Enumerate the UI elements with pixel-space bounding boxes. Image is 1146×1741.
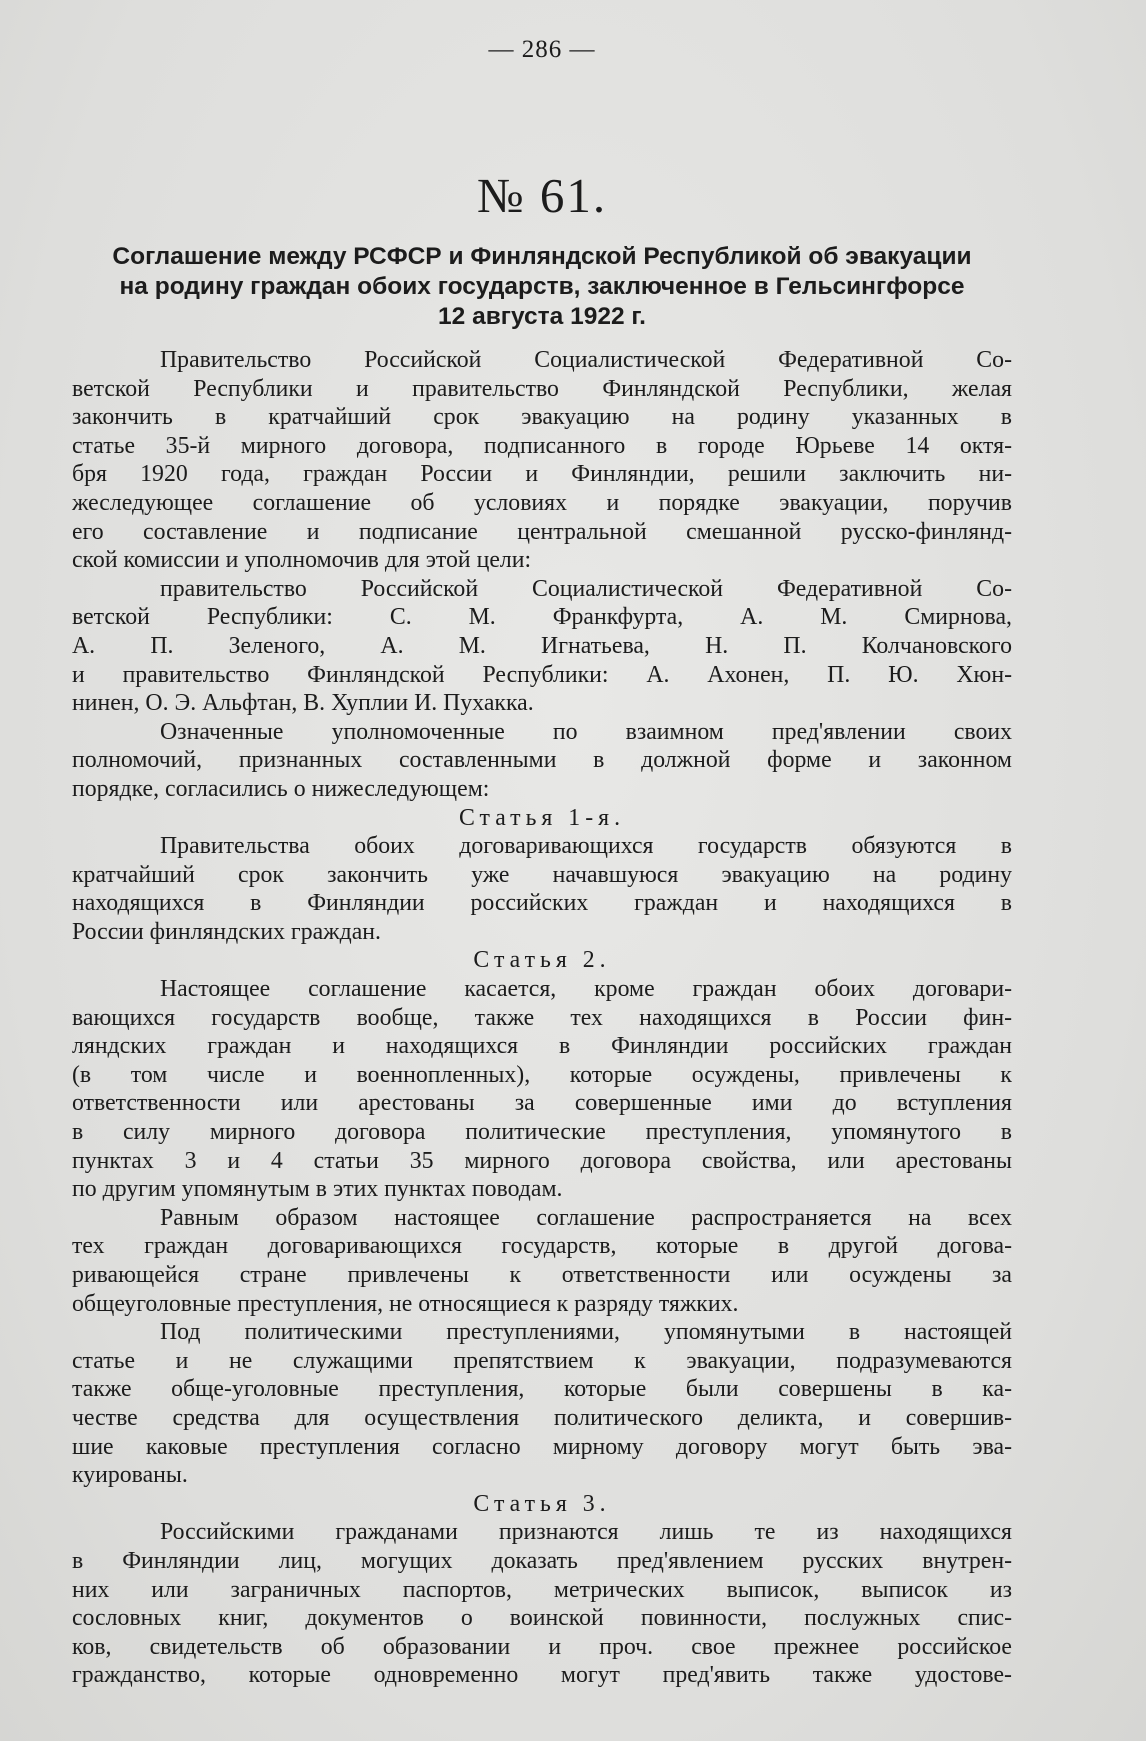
body-line: Правительства обоих договаривающихся государств обязуются в	[160, 833, 1012, 860]
body-line: Российскими гражданами признаются лишь те из находящихся	[160, 1519, 1012, 1546]
title-line: Соглашение между РСФСР и Финляндской Республикой об эвакуации	[112, 243, 972, 270]
body-line: находящихся в Финляндии российских граждан и находящихся в	[72, 890, 1012, 917]
body-line: (в том числе и военнопленных), которые осуждены, привлечены к	[72, 1061, 1012, 1088]
body-line: гражданство, которые одновременно могут пред'явить также удостове-	[72, 1662, 1012, 1689]
document-body	[72, 346, 1012, 1690]
title-line: на родину граждан обоих государств, заключенное в Гельсингфорсе	[119, 273, 965, 300]
body-line: кратчайший срок закончить уже начавшуюся эвакуацию на родину	[72, 861, 1012, 888]
body-line: ветской Республики и правительство Финляндской Республики, желая	[72, 375, 1012, 402]
body-line: ков, свидетельств об образовании и проч. свое прежнее российское	[72, 1633, 1012, 1660]
body-line: ветской Республики: С. М. Франкфурта, А. М. Смирнова,	[72, 604, 1012, 631]
body-line: пунктах 3 и 4 статьи 35 мирного договора свойства, или арестованы	[72, 1147, 1012, 1174]
body-line: честве средства для осуществления политического деликта, и совершив-	[72, 1404, 1012, 1431]
body-line: ляндских граждан и находящихся в Финляндии российских граждан	[72, 1033, 1012, 1060]
article-heading: Статья 2.	[473, 947, 611, 974]
body-line: тех граждан договаривающихся государств, которые в другой догова-	[72, 1233, 1012, 1260]
body-line: правительство Российской Социалистической Федеративной Со-	[160, 575, 1012, 602]
body-line: порядке, согласились о нижеследующем:	[72, 775, 490, 802]
body-line: ской комиссии и уполномочив для этой цели:	[72, 547, 532, 574]
body-line: статье и не служащими препятствием к эвакуации, подразумеваются	[72, 1347, 1012, 1374]
document-number: № 61.	[476, 168, 608, 223]
body-line: закончить в кратчайший срок эвакуацию на родину указанных в	[72, 404, 1012, 431]
body-line: шие каковые преступления согласно мирному договору могут быть эва-	[72, 1433, 1012, 1460]
title-line: 12 августа 1922 г.	[438, 303, 646, 330]
body-line: его составление и подписание центральной смешанной русско-финлянд-	[72, 518, 1012, 545]
article-heading: Статья 3.	[473, 1490, 611, 1517]
body-line: статье 35-й мирного договора, подписанного в городе Юрьеве 14 октя-	[72, 432, 1012, 459]
body-line: нинен, О. Э. Альфтан, В. Хуплии И. Пухакка.	[72, 690, 534, 717]
body-line: также обще-уголовные преступления, которые были совершены в ка-	[72, 1376, 1012, 1403]
body-line: Означенные уполномоченные по взаимном пред'явлении своих	[160, 718, 1012, 745]
body-line: Под политическими преступлениями, упомянутыми в настоящей	[160, 1319, 1012, 1346]
body-line: Правительство Российской Социалистической Федеративной Со-	[160, 347, 1012, 373]
body-line: А. П. Зеленого, А. М. Игнатьева, Н. П. Колчановского	[72, 632, 1012, 659]
page-number: — 286 —	[488, 36, 596, 63]
body-line: сословных книг, документов о воинской повинности, послужных спис-	[72, 1605, 1012, 1632]
body-line: в силу мирного договора политические преступления, упомянутого в	[72, 1119, 1012, 1146]
body-line: и правительство Финляндской Республики: А. Ахонен, П. Ю. Хюн-	[72, 661, 1012, 688]
body-line: Настоящее соглашение касается, кроме граждан обоих договари-	[160, 976, 1012, 1003]
body-line: России финляндских граждан.	[72, 918, 381, 945]
body-line: бря 1920 года, граждан России и Финляндии, решили заключить ни-	[72, 461, 1012, 488]
body-line: ответственности или арестованы за совершенные ими до вступления	[72, 1090, 1012, 1117]
body-line: полномочий, признанных составленными в должной форме и законном	[72, 747, 1012, 774]
body-line: них или заграничных паспортов, метрических выписок, выписок из	[72, 1576, 1012, 1603]
body-line: общеуголовные преступления, не относящиеся к разряду тяжких.	[72, 1290, 739, 1317]
text-column	[72, 36, 1012, 1690]
article-heading: Статья 1-я.	[458, 804, 626, 831]
body-line: Равным образом настоящее соглашение распространяется на всех	[160, 1204, 1012, 1231]
body-line: вающихся государств вообще, также тех находящихся в России фин-	[72, 1004, 1012, 1031]
document-title	[72, 242, 1012, 332]
body-line: по другим упомянутым в этих пунктах поводам.	[72, 1176, 563, 1203]
body-line: куированы.	[72, 1462, 188, 1489]
body-line: ривающейся стране привлечены к ответственности или осуждены за	[72, 1262, 1012, 1288]
body-line: в Финляндии лиц, могущих доказать пред'явлением русских внутрен-	[72, 1547, 1012, 1574]
body-line: жеследующее соглашение об условиях и порядке эвакуации, поручив	[72, 489, 1012, 516]
